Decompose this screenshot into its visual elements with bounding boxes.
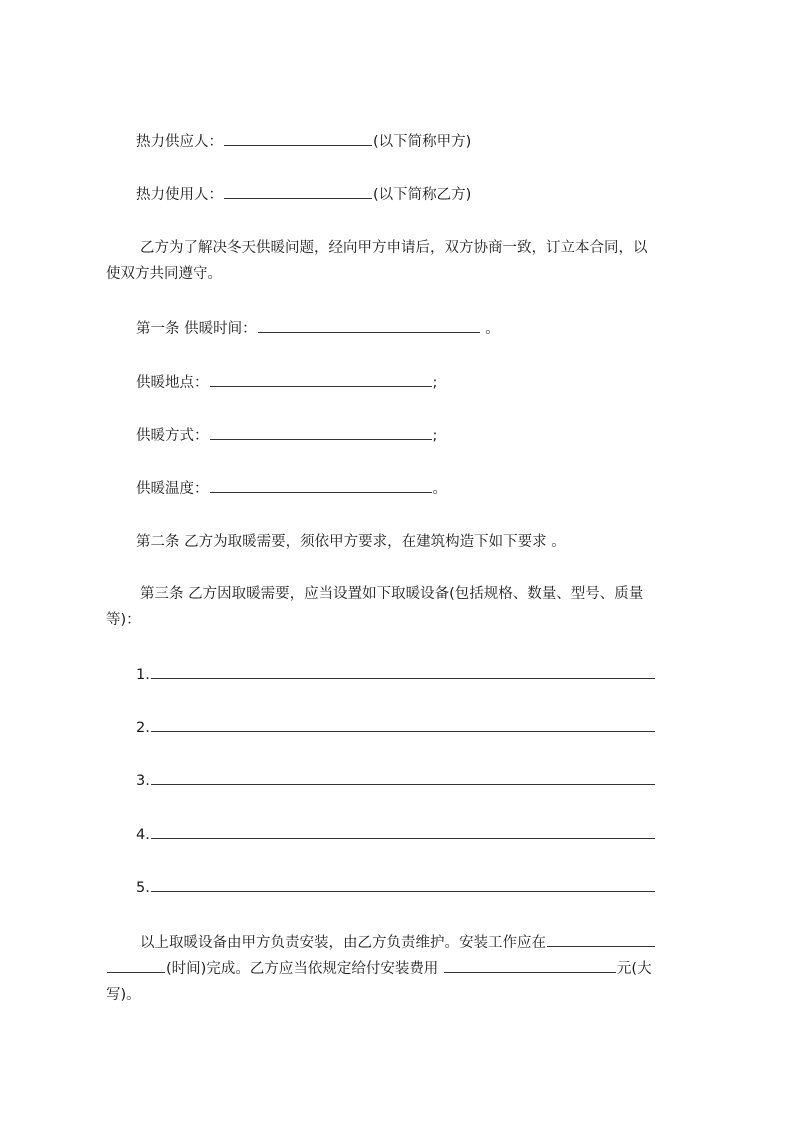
article3-line-1: 第三条 乙方因取暖需要，应当设置如下取暖设备(包括规格、数量、型号、质量 [140,586,644,602]
article1-time-label: 第一条 供暖时间： [136,321,257,337]
install-text-1: 以上取暖设备由甲方负责安装，由乙方负责维护。安装工作应在 [140,935,546,951]
item-number: 5. [136,880,150,896]
item-number: 4. [136,827,150,843]
item-row [136,824,656,845]
install-line-2 [106,958,652,979]
temp-blank[interactable] [210,478,432,493]
user-label: 热力使用人： [136,187,223,203]
place-end: ; [432,375,438,391]
temp-label: 供暖温度： [136,481,209,497]
install-line-1 [140,932,656,953]
intro-line-1: 乙方为了解决冬天供暖问题，经向甲方申请后，双方协商一致，订立本合同，以 [140,240,648,256]
supplier-label: 热力供应人： [136,134,223,150]
article2: 第二条 乙方为取暖需要，须依甲方要求，在建筑构造下如下要求 。 [136,534,566,550]
item-row [136,770,656,791]
place-label: 供暖地点： [136,375,209,391]
temp-line [136,478,447,499]
method-label: 供暖方式： [136,428,209,444]
item-blank[interactable] [151,664,655,679]
item-blank[interactable] [151,770,655,785]
item-number: 3. [136,773,150,789]
article1-time-end: 。 [480,321,500,337]
article1-time-line [136,318,500,339]
temp-end: 。 [432,481,447,497]
install-text-3: 元(大 [616,961,652,977]
item-number: 1. [136,667,150,683]
method-blank[interactable] [210,425,432,440]
install-line-3: 写)。 [106,987,141,1003]
method-end: ; [432,428,438,444]
supplier-line [136,131,471,152]
item-blank[interactable] [151,717,655,732]
fee-blank[interactable] [444,958,616,973]
user-note: (以下简称乙方) [373,187,472,203]
method-line [136,425,437,446]
item-blank[interactable] [151,877,655,892]
item-row [136,664,656,685]
place-blank[interactable] [210,372,432,387]
item-row [136,877,656,898]
user-blank[interactable] [224,184,372,199]
item-row [136,717,656,738]
user-line [136,184,471,205]
supplier-blank[interactable] [224,131,372,146]
article3-line-2: 等)： [106,612,141,628]
item-number: 2. [136,720,150,736]
time-blank[interactable] [258,318,480,333]
place-line [136,372,437,393]
install-time-blank[interactable] [547,932,655,947]
intro-line-2: 使双方共同遵守。 [106,266,222,282]
install-time-blank-cont[interactable] [107,958,165,973]
supplier-note: (以下简称甲方) [373,134,472,150]
install-text-2: (时间)完成。乙方应当依规定给付安装费用 [166,961,443,977]
item-blank[interactable] [151,824,655,839]
